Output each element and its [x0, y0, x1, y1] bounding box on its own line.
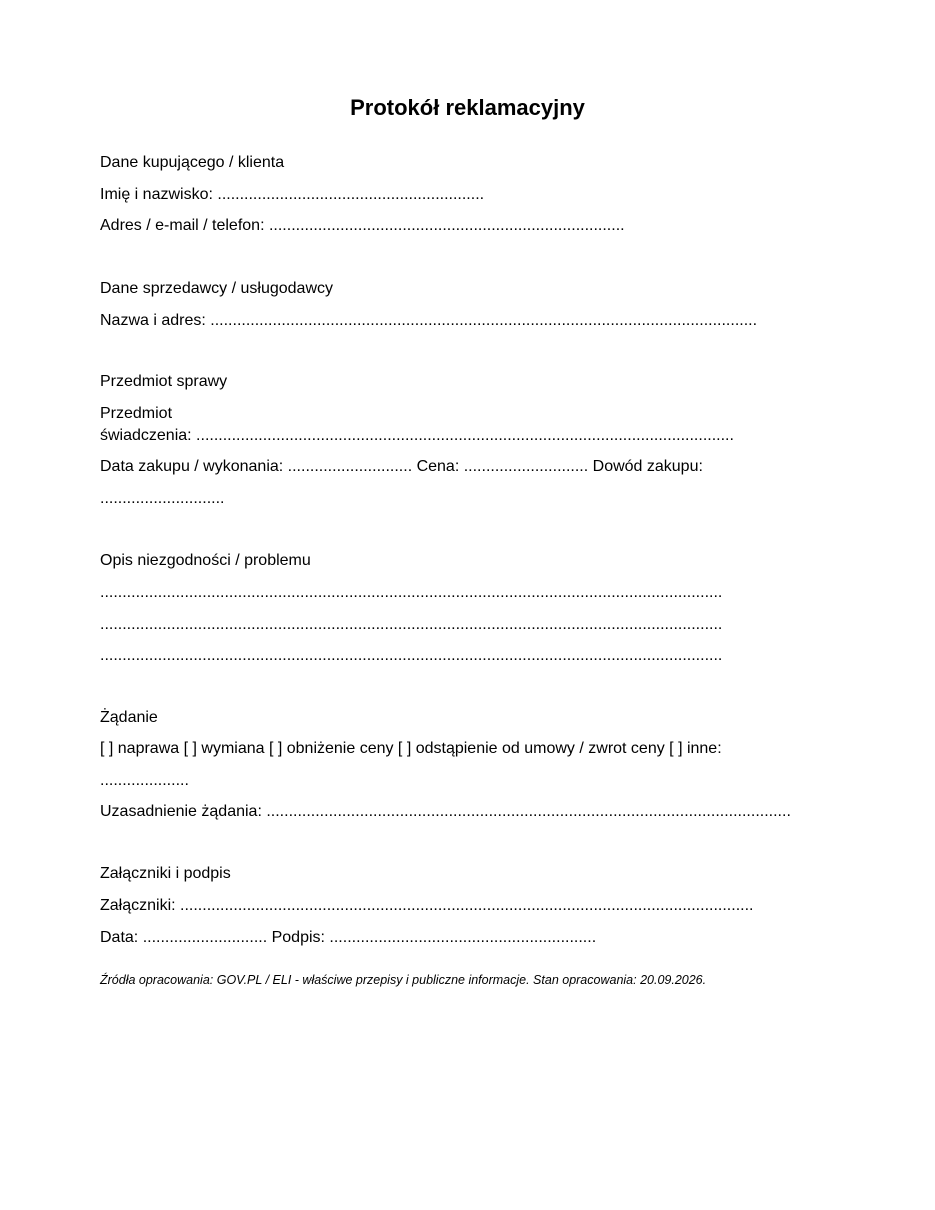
seller-heading: Dane sprzedawcy / usługodawcy [100, 280, 334, 297]
seller-address-field: Nazwa i adres: ........................................................................................................................... [100, 312, 758, 329]
page-title: Protokół reklamacyjny [350, 95, 585, 120]
demand-other-field: .................... [100, 772, 189, 789]
demand-heading: Żądanie [100, 709, 158, 726]
subject-item-label: Przedmiot [100, 405, 173, 422]
description-line: ............................................................................................................................................ [100, 584, 723, 601]
buyer-contact-field: Adres / e-mail / telefon: ................................................................................ [100, 217, 625, 234]
description-line: ............................................................................................................................................ [100, 647, 723, 664]
date-signature-field: Data: ............................ Podpis: ............................................................ [100, 929, 597, 946]
subject-item-field: świadczenia: ......................................................................................................................... [100, 427, 734, 444]
description-line: ............................................................................................................................................ [100, 616, 723, 633]
demand-options: [ ] naprawa [ ] wymiana [ ] obniżenie ceny [ ] odstąpienie od umowy / zwrot ceny [ ] inne: [100, 740, 722, 757]
buyer-heading: Dane kupującego / klienta [100, 154, 285, 171]
attachments-field: Załączniki: ................................................................................................................................. [100, 897, 754, 914]
buyer-name-field: Imię i nazwisko: ............................................................ [100, 186, 485, 203]
purchase-details-field: Data zakupu / wykonania: ............................ Cena: ............................ Dowód zakupu: [100, 458, 703, 475]
attachments-heading: Załączniki i podpis [100, 865, 231, 882]
description-heading: Opis niezgodności / problemu [100, 552, 311, 569]
source-footnote: Źródła opracowania: GOV.PL / ELI - właściwe przepisy i publiczne informacje. Stan opracowania: 20.09.2026. [100, 973, 707, 987]
demand-justification-field: Uzasadnienie żądania: ...................................................................................................................... [100, 803, 791, 820]
purchase-proof-field: ............................ [100, 490, 225, 507]
subject-heading: Przedmiot sprawy [100, 373, 228, 390]
